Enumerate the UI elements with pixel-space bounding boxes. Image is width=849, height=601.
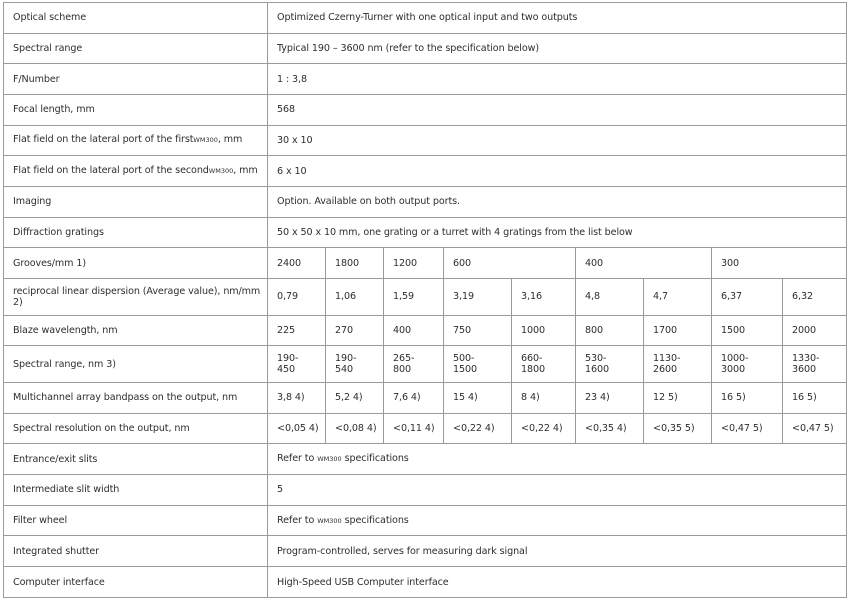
label-text: Flat field on the lateral port of the first [13, 134, 194, 146]
range-from: 530- [585, 353, 607, 365]
table-row [4, 94, 847, 125]
table-row [4, 413, 847, 444]
range-to: 3600 [792, 364, 817, 376]
grooves-cell: 1200 [384, 248, 444, 279]
bandpass-cell: 8 4) [512, 383, 576, 414]
blaze-cell: 750 [444, 315, 512, 346]
resolution-cell: <0,35 5) [644, 413, 712, 444]
grooves-cell: 600 [444, 248, 576, 279]
dispersion-cell: 6,37 [712, 278, 783, 315]
range-to: 1500 [453, 364, 478, 376]
model-name: WM300 [317, 455, 342, 464]
row-value: High-Speed USB Computer interface [268, 567, 847, 598]
resolution-cell: <0,47 5) [712, 413, 783, 444]
range-to: 2600 [653, 364, 678, 376]
table-row [4, 567, 847, 598]
row-label: Multichannel array bandpass on the output, nm [4, 383, 268, 414]
bandpass-cell: 15 4) [444, 383, 512, 414]
row-value: Optimized Czerny-Turner with one optical input and two outputs [268, 3, 847, 34]
model-name: WM300 [317, 516, 342, 525]
table-row [4, 346, 847, 383]
blaze-cell: 2000 [783, 315, 847, 346]
row-value: 50 x 50 x 10 mm, one grating or a turret with 4 gratings from the list below [268, 217, 847, 248]
row-label [4, 156, 268, 187]
row-value: 6 x 10 [268, 156, 847, 187]
row-label: Optical scheme [4, 3, 268, 34]
range-from: 660- [521, 353, 543, 365]
specification-table [3, 2, 847, 598]
row-value [268, 505, 847, 536]
model-name: WM300 [208, 167, 234, 176]
resolution-cell: <0,11 4) [384, 413, 444, 444]
bandpass-cell: 12 5) [644, 383, 712, 414]
range-from: 1130- [653, 353, 681, 365]
table-row [4, 315, 847, 346]
dispersion-cell: 4,7 [644, 278, 712, 315]
range-to: 450 [277, 364, 296, 376]
range-cell [326, 346, 384, 383]
value-text: specifications [341, 514, 409, 526]
range-from: 1330- [792, 353, 820, 365]
model-name: WM300 [193, 136, 218, 145]
range-cell [268, 346, 326, 383]
blaze-cell: 1700 [644, 315, 712, 346]
dispersion-cell: 1,06 [326, 278, 384, 315]
blaze-cell: 400 [384, 315, 444, 346]
bandpass-cell: 23 4) [576, 383, 644, 414]
resolution-cell: <0,08 4) [326, 413, 384, 444]
dispersion-cell: 6,32 [783, 278, 847, 315]
table-row [4, 505, 847, 536]
bandpass-cell: 5,2 4) [326, 383, 384, 414]
row-label [4, 125, 268, 156]
value-text: specifications [341, 453, 409, 465]
blaze-cell: 225 [268, 315, 326, 346]
table-row [4, 64, 847, 95]
blaze-cell: 1000 [512, 315, 576, 346]
range-to: 540 [335, 364, 354, 376]
row-value: 5 [268, 475, 847, 506]
value-text: Refer to [277, 453, 318, 465]
bandpass-cell: 16 5) [712, 383, 783, 414]
value-text: Refer to [277, 514, 318, 526]
table-row [4, 217, 847, 248]
range-cell [783, 346, 847, 383]
label-text: Flat field on the lateral port of the second [13, 165, 209, 177]
bandpass-cell: 16 5) [783, 383, 847, 414]
dispersion-cell: 4,8 [576, 278, 644, 315]
bandpass-cell: 7,6 4) [384, 383, 444, 414]
range-from: 265- [393, 353, 415, 365]
table-row [4, 444, 847, 475]
table-row [4, 248, 847, 279]
table-row [4, 125, 847, 156]
range-from: 190- [277, 353, 299, 365]
row-label: Filter wheel [4, 505, 268, 536]
grooves-cell: 2400 [268, 248, 326, 279]
range-to: 800 [393, 364, 412, 376]
resolution-cell: <0,22 4) [444, 413, 512, 444]
row-value [268, 444, 847, 475]
range-from: 190- [335, 353, 357, 365]
table-row [4, 475, 847, 506]
row-label: Grooves/mm 1) [4, 248, 268, 279]
row-label: Focal length, mm [4, 94, 268, 125]
row-value: Typical 190 – 3600 nm (refer to the specification below) [268, 33, 847, 64]
row-label: Integrated shutter [4, 536, 268, 567]
row-label: Computer interface [4, 567, 268, 598]
row-label: Intermediate slit width [4, 475, 268, 506]
row-value: 30 x 10 [268, 125, 847, 156]
table-row [4, 383, 847, 414]
range-from: 500- [453, 353, 475, 365]
range-cell [712, 346, 783, 383]
label-unit: , mm [217, 134, 243, 146]
row-value: 1 : 3,8 [268, 64, 847, 95]
row-label: Diffraction gratings [4, 217, 268, 248]
table-row [4, 156, 847, 187]
label-unit: , mm [233, 165, 258, 177]
row-label: Entrance/exit slits [4, 444, 268, 475]
dispersion-cell: 0,79 [268, 278, 326, 315]
blaze-cell: 270 [326, 315, 384, 346]
row-value: 568 [268, 94, 847, 125]
range-to: 1800 [521, 364, 546, 376]
row-value: Option. Available on both output ports. [268, 186, 847, 217]
range-cell [444, 346, 512, 383]
row-value: Program-controlled, serves for measuring dark signal [268, 536, 847, 567]
table-row [4, 3, 847, 34]
row-label: Spectral range [4, 33, 268, 64]
table-row [4, 33, 847, 64]
resolution-cell: <0,05 4) [268, 413, 326, 444]
dispersion-cell: 3,19 [444, 278, 512, 315]
range-to: 3000 [721, 364, 746, 376]
resolution-cell: <0,35 4) [576, 413, 644, 444]
table-row [4, 186, 847, 217]
resolution-cell: <0,47 5) [783, 413, 847, 444]
dispersion-cell: 1,59 [384, 278, 444, 315]
row-label: Imaging [4, 186, 268, 217]
range-cell [384, 346, 444, 383]
range-to: 1600 [585, 364, 610, 376]
grooves-cell: 300 [712, 248, 847, 279]
blaze-cell: 800 [576, 315, 644, 346]
range-cell [576, 346, 644, 383]
row-label: reciprocal linear dispersion (Average value), nm/mm 2) [4, 278, 268, 315]
row-label: Spectral range, nm 3) [4, 346, 268, 383]
range-from: 1000- [721, 353, 749, 365]
row-label: Blaze wavelength, nm [4, 315, 268, 346]
grooves-cell: 1800 [326, 248, 384, 279]
row-label: F/Number [4, 64, 268, 95]
table-row [4, 536, 847, 567]
range-cell [512, 346, 576, 383]
row-label: Spectral resolution on the output, nm [4, 413, 268, 444]
dispersion-cell: 3,16 [512, 278, 576, 315]
table-row [4, 278, 847, 315]
bandpass-cell: 3,8 4) [268, 383, 326, 414]
resolution-cell: <0,22 4) [512, 413, 576, 444]
grooves-cell: 400 [576, 248, 712, 279]
blaze-cell: 1500 [712, 315, 783, 346]
range-cell [644, 346, 712, 383]
